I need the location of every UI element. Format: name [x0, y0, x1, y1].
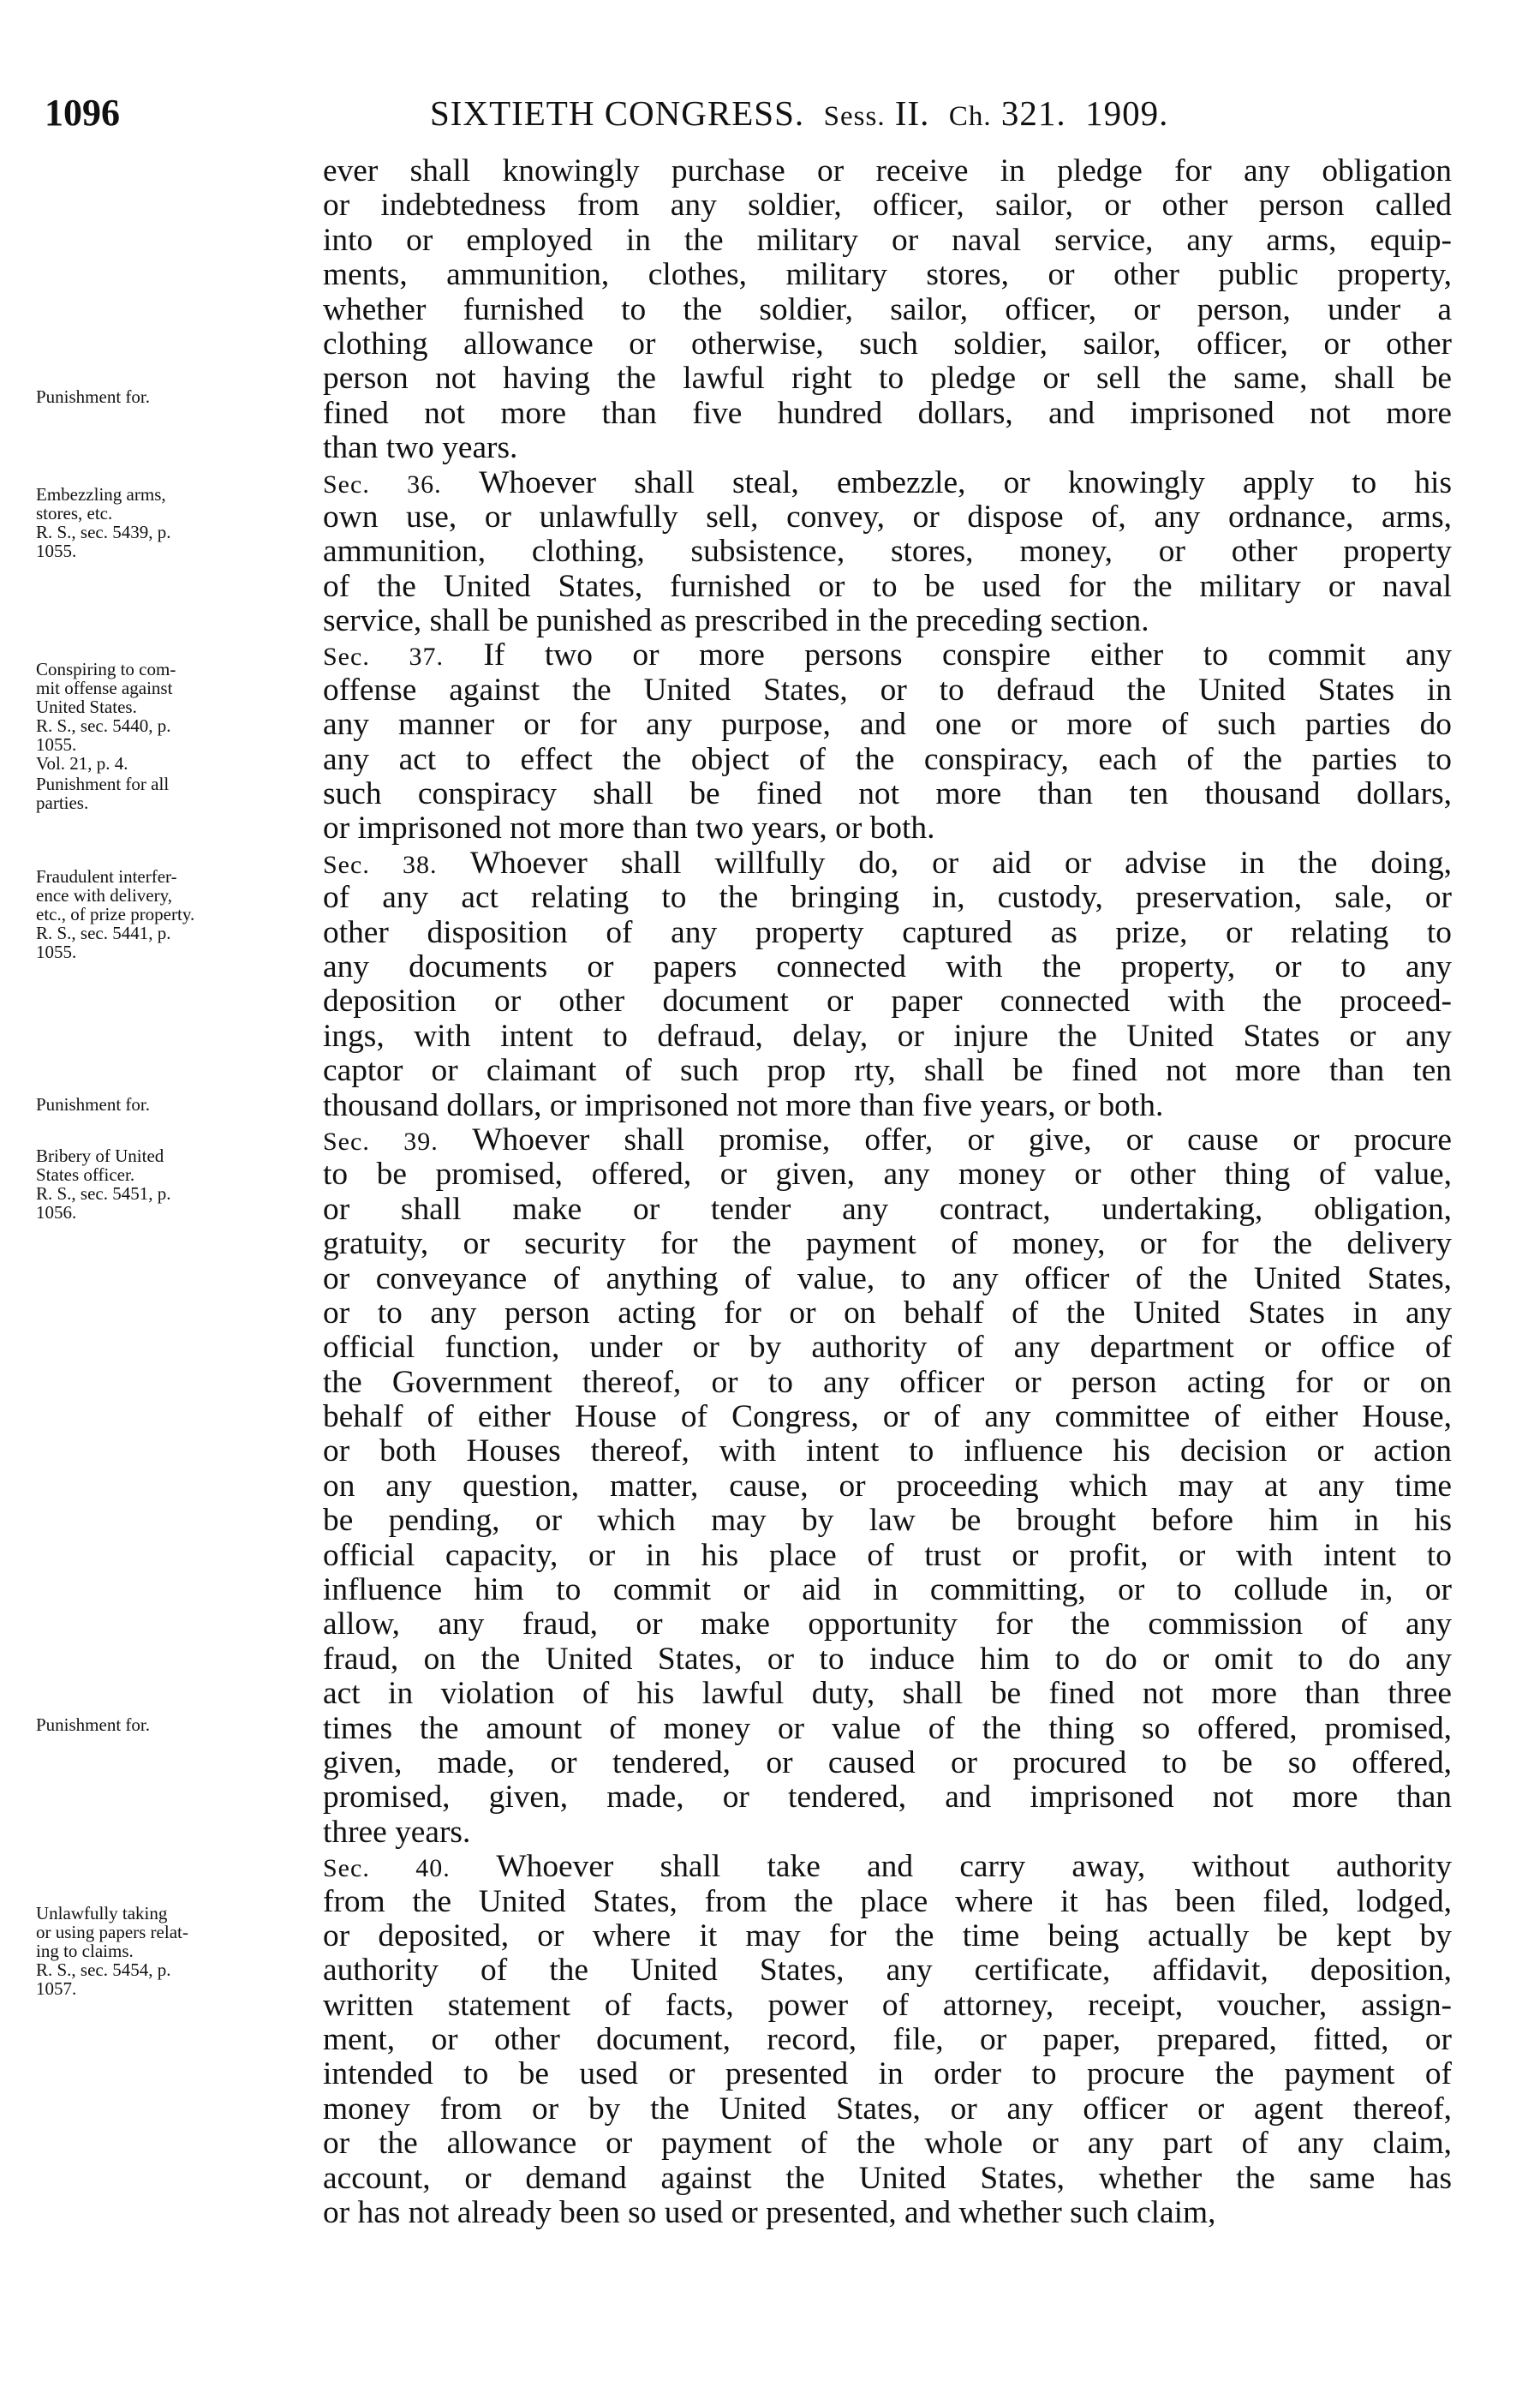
section-40-label: Sec. 40.	[323, 1854, 451, 1883]
margin-note-line: R. S., sec. 5451, p.	[36, 1183, 171, 1204]
section-40-first-line	[323, 1850, 1452, 1884]
margin-note-line: or using papers relat-	[36, 1922, 188, 1942]
margin-note-punishment	[36, 1095, 319, 1114]
section-39-label: Sec. 39.	[323, 1127, 439, 1156]
body-line: act in violation of his lawful duty, shall be fined not more than three	[323, 1676, 1452, 1712]
body-line: times the amount of money or value of the thing so offered, promised,	[323, 1710, 1452, 1746]
margin-note-line: Conspiring to com-	[36, 659, 176, 679]
body-line: ments, ammunition, clothes, military stores, or other public property,	[323, 257, 1452, 293]
margin-note-line: 1055.	[36, 942, 77, 962]
margin-note-line: Punishment for.	[36, 1714, 151, 1735]
body-line: than two years.	[323, 430, 518, 466]
body-line: such conspiracy shall be fined not more than ten thousand dollars,	[323, 776, 1452, 812]
body-line: any act to effect the object of the conspiracy, each of the parties to	[323, 741, 1452, 777]
body-line: or imprisoned not more than two years, or both.	[323, 811, 935, 847]
body-line: whether furnished to the soldier, sailor, officer, or person, under a	[323, 291, 1452, 327]
margin-note-fraudulent	[36, 867, 319, 961]
body-line: deposition or other document or paper connected with the proceed-	[323, 984, 1452, 1020]
body-text	[323, 154, 1452, 2230]
body-line: own use, or unlawfully sell, convey, or dispose of, any ordnance, arms,	[323, 499, 1452, 535]
margin-note-line: 1055.	[36, 541, 77, 561]
margin-note-line: 1055.	[36, 734, 77, 755]
body-line: influence him to commit or aid in committing, or to collude in, or	[323, 1572, 1452, 1608]
body-line: from the United States, from the place where it has been filed, lodged,	[323, 1883, 1452, 1919]
page-number: 1096	[45, 92, 120, 134]
section-36-first-line	[323, 466, 1452, 500]
congress-name: SIXTIETH CONGRESS.	[430, 93, 805, 133]
margin-note-line: mit offense against	[36, 678, 173, 698]
body-line: into or employed in the military or naval service, any arms, equip-	[323, 222, 1452, 258]
section-37-first-line	[323, 638, 1452, 673]
section-36-label: Sec. 36.	[323, 470, 442, 499]
body-line: clothing allowance or otherwise, such soldier, sailor, officer, or other	[323, 326, 1452, 362]
margin-note-line: Punishment for.	[36, 1094, 151, 1115]
body-line: three years.	[323, 1814, 471, 1850]
body-line: captor or claimant of such prop rty, shall be fined not more than ten	[323, 1053, 1452, 1089]
body-line: on any question, matter, cause, or proceeding which may at any time	[323, 1468, 1452, 1504]
margin-note-line: Embezzling arms,	[36, 484, 166, 505]
body-line: authority of the United States, any certificate, affidavit, deposition,	[323, 1953, 1452, 1989]
running-header	[45, 87, 1449, 139]
body-line: fraud, on the United States, or to induce him to do or omit to do any	[323, 1641, 1452, 1677]
body-line: be pending, or which may by law be brought before him in his	[323, 1503, 1452, 1539]
body-line: or conveyance of anything of value, to any officer of the United States,	[323, 1260, 1452, 1296]
chapter-number: 321.	[1000, 93, 1066, 133]
margin-note-line: United States.	[36, 697, 137, 717]
section-38-first-line	[323, 847, 1452, 881]
session-label: Sess.	[823, 101, 886, 132]
margin-note-line: 1056.	[36, 1202, 77, 1223]
body-line: or indebtedness from any soldier, officer, sailor, or other person called	[323, 188, 1452, 224]
margin-note-line: stores, etc.	[36, 503, 113, 523]
body-line: If two or more persons conspire either to commit any	[483, 637, 1452, 673]
body-line: or deposited, or where it may for the time being actually be kept by	[323, 1917, 1452, 1953]
body-line: Whoever shall steal, embezzle, or knowingly apply to his	[479, 464, 1452, 500]
margin-note-line: Bribery of United	[36, 1146, 164, 1166]
body-line: or shall make or tender any contract, undertaking, obligation,	[323, 1191, 1452, 1227]
margin-note-line: ence with delivery,	[36, 885, 172, 906]
margin-note-bribery	[36, 1146, 319, 1222]
body-line: behalf of either House of Congress, or of any committee of either House,	[323, 1399, 1452, 1435]
margin-note-line: 1057.	[36, 1978, 77, 1999]
body-line: allow, any fraud, or make opportunity for the commission of any	[323, 1606, 1452, 1642]
body-line: person not having the lawful right to pledge or sell the same, shall be	[323, 361, 1452, 397]
body-line: or to any person acting for or on behalf of the United States in any	[323, 1295, 1452, 1331]
body-line: of any act relating to the bringing in, custody, preservation, sale, or	[323, 880, 1452, 916]
year: 1909.	[1085, 93, 1169, 133]
body-line: ment, or other document, record, file, or paper, prepared, fitted, or	[323, 2022, 1452, 2058]
body-line: money from or by the United States, or any officer or agent thereof,	[323, 2091, 1452, 2127]
margin-note-line: Unlawfully taking	[36, 1903, 168, 1923]
margin-note-line: States officer.	[36, 1164, 135, 1185]
body-line: official function, under or by authority of any department or office of	[323, 1330, 1452, 1366]
session-number: II.	[894, 93, 930, 133]
body-line: or both Houses thereof, with intent to influence his decision or action	[323, 1433, 1452, 1469]
body-line: written statement of facts, power of attorney, receipt, voucher, assign-	[323, 1987, 1452, 2023]
margin-note-punishment-all	[36, 775, 319, 812]
margin-note-line: R. S., sec. 5439, p.	[36, 522, 171, 542]
body-line: any manner or for any purpose, and one or more of such parties do	[323, 707, 1452, 743]
margin-note-line: R. S., sec. 5440, p.	[36, 715, 171, 736]
body-line: offense against the United States, or to defraud the United States in	[323, 672, 1452, 708]
body-line: thousand dollars, or imprisoned not more than five years, or both.	[323, 1087, 1164, 1123]
body-line: of the United States, furnished or to be used for the military or naval	[323, 568, 1452, 604]
body-line: to be promised, offered, or given, any money or other thing of value,	[323, 1157, 1452, 1193]
margin-note-line: Fraudulent interfer-	[36, 866, 177, 887]
margin-note-punishment	[36, 387, 319, 406]
body-line: other disposition of any property captured as prize, or relating to	[323, 914, 1452, 950]
running-head-title	[430, 87, 1168, 142]
margin-note-embezzling	[36, 485, 319, 560]
body-line: promised, given, made, or tendered, and imprisoned not more than	[323, 1780, 1452, 1816]
body-line: account, or demand against the United States, whether the same has	[323, 2160, 1452, 2196]
margin-note-line: etc., of prize property.	[36, 904, 195, 924]
margin-note-line: R. S., sec. 5441, p.	[36, 923, 171, 943]
body-line: service, shall be punished as prescribed in the preceding section.	[323, 603, 1149, 639]
body-line: or the allowance or payment of the whole or any part of any claim,	[323, 2126, 1452, 2162]
body-line: Whoever shall take and carry away, without authority	[496, 1849, 1452, 1885]
body-line: given, made, or tendered, or caused or procured to be so offered,	[323, 1744, 1452, 1780]
margin-note-unlawfully	[36, 1904, 319, 1998]
section-37-label: Sec. 37.	[323, 643, 444, 672]
chapter-label: Ch.	[948, 101, 992, 132]
margin-note-line: ing to claims.	[36, 1941, 134, 1961]
margin-note-line: Vol. 21, p. 4.	[36, 753, 128, 774]
body-line: ings, with intent to defraud, delay, or injure the United States or any	[323, 1018, 1452, 1054]
margin-note-line: Punishment for all	[36, 774, 170, 794]
body-line: official capacity, or in his place of trust or profit, or with intent to	[323, 1537, 1452, 1573]
body-line: ammunition, clothing, subsistence, stores, money, or other property	[323, 534, 1452, 570]
body-line: Whoever shall promise, offer, or give, or cause or procure	[472, 1122, 1452, 1158]
margin-note-punishment	[36, 1715, 319, 1734]
margin-note-line: R. S., sec. 5454, p.	[36, 1959, 171, 1980]
body-line: ever shall knowingly purchase or receive in pledge for any obligation	[323, 153, 1452, 188]
body-line: fined not more than five hundred dollars, and imprisoned not more	[323, 395, 1452, 431]
body-line: Whoever shall willfully do, or aid or advise in the doing,	[469, 845, 1452, 881]
section-38-label: Sec. 38.	[323, 850, 438, 879]
body-line: the Government thereof, or to any officer or person acting for or on	[323, 1364, 1452, 1400]
margin-note-line: parties.	[36, 793, 89, 813]
body-line: or has not already been so used or presented, and whether such claim,	[323, 2195, 1216, 2231]
body-line: gratuity, or security for the payment of money, or for the delivery	[323, 1226, 1452, 1262]
body-line: any documents or papers connected with the property, or to any	[323, 948, 1452, 984]
section-39-first-line	[323, 1123, 1452, 1158]
margin-note-line: Punishment for.	[36, 386, 151, 407]
body-line: intended to be used or presented in order to procure the payment of	[323, 2056, 1452, 2092]
margin-note-conspiring	[36, 660, 319, 773]
